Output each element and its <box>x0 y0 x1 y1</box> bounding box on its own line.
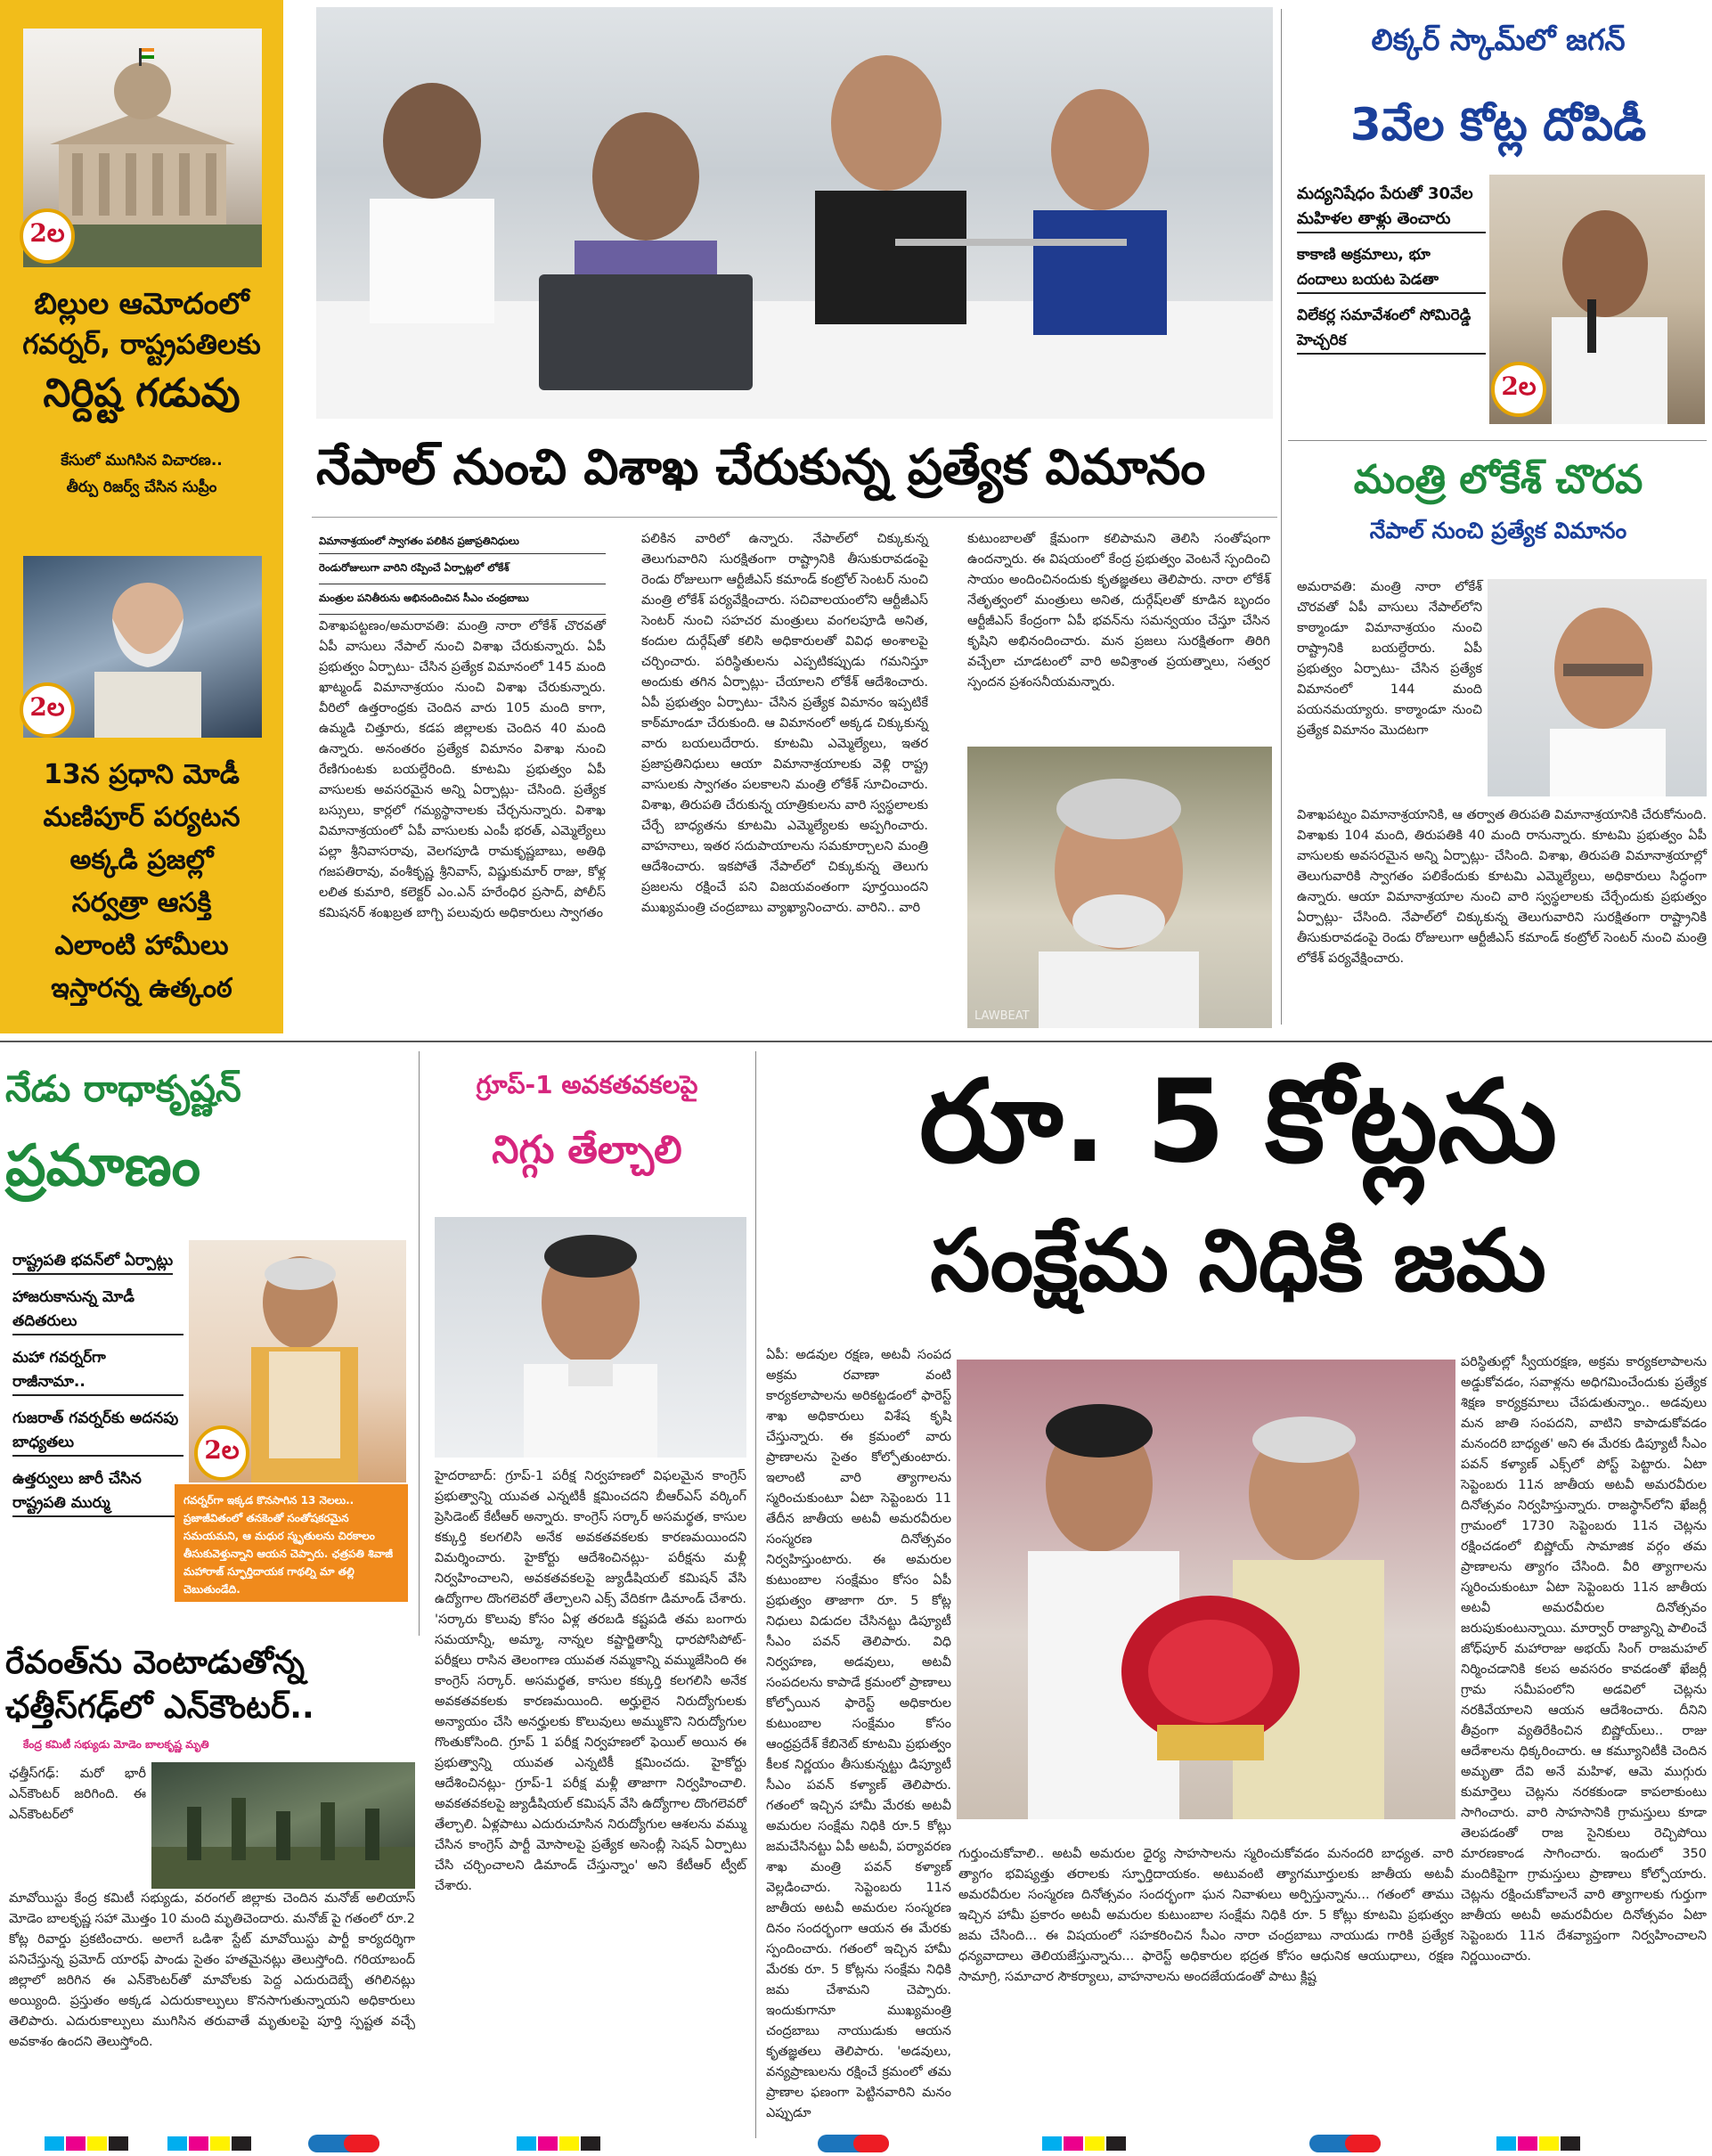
page-reference-badge: 2ల <box>194 1425 249 1481</box>
story1-headline-line2: గవర్నర్, రాష్ట్రపతిలకు <box>22 329 261 361</box>
liquor-kicker: లిక్కర్ స్కామ్‌లో జగన్ <box>1371 22 1626 57</box>
photo-watermark: LAWBEAT <box>974 1009 1030 1023</box>
story1-headline-line3: నిర్దిష్ట గడువు <box>43 371 240 416</box>
liquor-point-3: విలేకర్ల సమావేశంలో సోమిరెడ్డి హెచ్చరిక <box>1297 303 1486 355</box>
lokesh-illustration <box>1488 579 1707 796</box>
lead-column-3: కుటుంబాలతో క్షేమంగా కలిపామని తెలిసి సంతోషంగా ఉందన్నారు. ఈ విషయంలో కేంద్ర ప్రభుత్వం వెంటనే స్పందించి సాయం అందించినందుకు కృతజ్ఞతలు తెలిపారు. నారా లోకేశ్ నేతృత్వంలో మంత్రులు అనిత, దుర్గేష్‌లతో కూడిన బృందం ఆర్టీజీఎస్ కేంద్రంగా ఏపీ భవన్‌ను సమన్వయం చేస్తూ చేసిన కృషిని అభినందించారు. మన ప్రజలు సురక్షితంగా తిరిగి వచ్చేలా చూడటంలో వారి అవిశ్రాంత ప్రయత్నాలు, సత్వర స్పందన ప్రశంసనీయమన్నారు. <box>967 532 1270 690</box>
main-bottom-column-3: పరిస్థితుల్లో స్వీయరక్షణ, అక్రమ కార్యకలాపాలను అడ్డుకోవడం, సవాళ్లను అధిగమించేందుకు ప్రత్యేక శిక్షణ కార్యక్రమాలు చేపడుతున్నాం.. అడవులు మన జాతి సంపదని, వాటిని కాపాడుకోవడం మనందరి బాధ్యత' అని ఈ మేరకు డిప్యూటీ సీఎం పవన్ కళ్యాణ్ ఎక్స్‌లో పోస్ట్ పెట్టారు. ఏటా సెప్టెంబరు 11న జాతీయ అటవీ అమరవీరుల దినోత్సవం నిర్వహిస్తున్నారు. రాజస్థాన్‌లోని ఖేజర్లీ గ్రామంలో 1730 సెప్టెంబరు 11న చెట్లను రక్షించడంలో బిష్ణోయ్ సామాజిక వర్గం తమ ప్రాణాలను త్యాగం చేసింది. వీరి త్యాగాలను స్మరించుకుంటూ ఏటా సెప్టెంబరు 11న జాతీయ అటవీ అమరవీరుల దినోత్సవం జరుపుకుంటున్నాయి. మార్వార్ రాజ్యాన్ని పాలించే జోధ్‌పూర్ మహారాజు అభయ్ సింగ్ రాజమహల్ నిర్మించడానికి కలప అవసరం కావడంతో ఖేజర్లీ గ్రామ సమీపంలోని అడవిలో చెట్లను నరకివేయాలని ఆయన ఆదేశించారు. దీనిని తీవ్రంగా వ్యతిరేకించిన బిష్ణోయ్‌లు.. రాజు ఆదేశాలను ధిక్కరించారు. ఆ కమ్యూనిటీకి చెందిన అమృతా దేవి అనే మహిళ, ఆమె ముగ్గురు కుమార్తెలు చెట్లను నరకకుండా కాపలాకుంటు సాగించారు. వారి సాహసానికి గ్రామస్తులు కూడా తెలపడంతో రాజ సైనికులు రెచ్చిపోయి మారణకాండ సాగించారు. ఇందులో 350 మందికిపైగా గ్రామస్తులు ప్రాణాలు కోల్పోయారు. చెట్లను రక్షించుకోవాలనే వారి త్యాగాలకు గుర్తుగా జాతీయ అటవీ అమరవీరుల దినోత్సవం ఏటా సెప్టెంబరు 11న దేశవ్యాప్తంగా నిర్వహించాలని నిర్ణయించారు. <box>1461 1355 1707 1964</box>
story1-sub1: కేసులో ముగిసిన విచారణ.. <box>61 452 223 470</box>
radhakrishnan-quote: గవర్నర్‌గా ఇక్కడ కొనసాగిన 13 నెలలు.. ప్రజాజీవితంలో తనకెంతో సంతోషకరమైన సమయమని, ఆ మధుర స్మృతులను చిరకాలం తీసుకువెళ్తున్నాని ఆయన చెప్పారు. ఛత్రపతి శివాజీ మహారాజ్ స్ఫూర్తిదాయక గాథల్ని మా తల్లి చెబుతుండేది. <box>183 1494 394 1596</box>
radhakrishnan-point-2: హాజరుకానున్న మోడీ తదితరులు <box>12 1286 183 1335</box>
page-mid-divider <box>0 1041 1712 1042</box>
radhakrishnan-point-4: గుజరాత్ గవర్నర్‌కు అదనపు బాధ్యతలు <box>12 1407 183 1457</box>
color-registration-marks <box>0 2133 1712 2152</box>
main-bottom-headline-line2: సంక్షేమ నిధికి జమ <box>930 1211 1546 1311</box>
chandrababu-photo <box>967 747 1272 1028</box>
group1-headline: నిగ్గు తేల్చాలి <box>492 1128 682 1172</box>
page-reference-badge: 2ల <box>1491 362 1546 417</box>
liquor-points <box>1297 182 1486 363</box>
story2-headline <box>7 754 276 1010</box>
lokesh-headline: మంత్రి లోకేశ్ చొరవ <box>1353 457 1643 502</box>
ktr-photo <box>435 1217 746 1458</box>
bottom-left-divider <box>419 1051 420 1636</box>
radhakrishnan-quote-box <box>175 1484 408 1602</box>
page-reference-badge: 2ల <box>20 208 75 264</box>
encounter-illustration <box>151 1762 415 1889</box>
encounter-text-narrow: ఛత్తీస్‌గఢ్: మరో భారీ ఎన్‌కౌంటర్ జరిగింది. ఈ ఎన్‌కౌంటర్‌లో <box>9 1767 146 1822</box>
lokesh-subhead: నేపాల్ నుంచి ప్రత్యేక విమానం <box>1369 518 1627 543</box>
lead-point-2: రెండురోజులుగా వారిని రప్పించే ఏర్పాట్లలో లోకేశ్ <box>319 554 606 584</box>
radhakrishnan-points <box>12 1249 183 1528</box>
story2-line4: సర్వత్రా ఆసక్తి <box>71 887 212 919</box>
lead-column-2: పలికిన వారిలో ఉన్నారు. నేపాల్‌లో చిక్కుకున్న తెలుగువారిని సురక్షితంగా రాష్ట్రానికి తీసుకురావడంపై రెండు రోజులుగా ఆర్టీజీఎస్ కమాండ్ కంట్రోల్ సెంటర్ నుంచి మంత్రి లోకేశ్ పర్యవేక్షించారు. సచివాలయంలోని ఆర్టీజీఎస్ సెంటర్ నుంచి సహచర మంత్రులు వంగలపూడి అనిత, కందుల దుర్గేష్‌తో కలిసి అధికారులతో వివిధ అంశాలపై చర్చించారు. పరిస్థితులను ఎప్పటికప్పుడు గమనిస్తూ అందుకు తగిన ఏర్పాట్లు- చేయాలని లోకేశ్ ఆదేశించారు. ఏపీ ప్రభుత్వం ఏర్పాటు- చేసిన ప్రత్యేక విమానం ఇప్పటికే కాఠ్‌మాండూ చేరుకుంది. ఆ విమానంలో అక్కడ చిక్కుకున్న వారు బయలుదేరారు. కూటమి ఎమ్మెల్యేలు, ఇతర ప్రజాప్రతినిధులు ఆయా విమానాశ్రయాలకు వెళ్లి రాష్ట్ర వాసులకు స్వాగతం పలకాలని మంత్రి లోకేశ్ సూచించారు. విశాఖ, తిరుపతి చేరుకున్న యాత్రికులను వారి స్వస్థలాలకు చేర్చే బాధ్యతను కూటమి ఎమ్మెల్యేలకు అప్పగించారు. వాహనాలు, ఇతర సదుపాయాలను సమకూర్చాలని మంత్రి ఆదేశించారు. ఇకపోతే నేపాల్‌లో చిక్కుకున్న తెలుగు ప్రజలను రక్షించే పని విజయవంతంగా పూర్తయిందని ముఖ్యమంత్రి చంద్రబాబు వ్యాఖ్యానించారు. వారిని.. వారి <box>641 532 928 915</box>
main-bottom-column-2: గుర్తుంచుకోవాలి.. అటవీ అమరుల ధైర్య సాహసాలను స్మరించుకోవడం మనందరి బాధ్యత. వారి త్యాగం భవిష్యత్తు తరాలకు స్ఫూర్తిదాయకం. అటువంటి త్యాగమూర్తులకు జాతీయ అటవీ అమరవీరుల సంస్మరణ దినోత్సవం సందర్భంగా ఘన నివాళులు అర్పిస్తున్నాను... గతంలో తాము ఇచ్చిన హామీ ప్రకారం అటవీ అమరుల కుటుంబాల సంక్షేమ నిధికి రూ. 5 కోట్లు కూటమి ప్రభుత్వం జమ చేసింది... ఈ విషయంలో సహకరించిన సీఎం నారా చంద్రబాబు నాయుడు గారికి ప్రత్యేక ధన్యవాదాలు తెలియజేస్తున్నాను... ఫారెస్ట్ అధికారుల భద్రత కోసం ఆధునిక ఆయుధాలు, రక్షణ సామాగ్రి, సమాచార సౌకర్యాలు, వాహనాలను అందజేయడంతో పాటు క్లిష్ట <box>958 1847 1454 1984</box>
right-mid-divider <box>1288 440 1707 441</box>
lead-column-1: విశాఖపట్టణం/అమరావతి: మంత్రి నారా లోకేశ్ చొరవతో ఏపీ వాసులు నేపాల్ నుంచి విశాఖ చేరుకున్నారు. ఏపీ ప్రభుత్వం ఏర్పాటు- చేసిన ప్రత్యేక విమానంలో 145 మంది ఖాట్మండ్ విమానాశ్రయం నుంచి విశాఖ చేరుకున్నారు. వీరిలో ఉత్తరాంధ్రకు చెందిన వారు 105 మంది కాగా, ఉమ్మడి చిత్తూరు, కడప జిల్లాలకు చెందిన 40 మంది ఉన్నారు. అనంతరం ప్రత్యేక విమానం విశాఖ నుంచి రేణిగుంటకు బయల్దేరింది. కూటమి ప్రభుత్వం ఏపీ వాసులకు అవసరమైన అన్ని ఏర్పాట్లు- చేసింది. ప్రత్యేక బస్సులు, కార్లలో గమ్యస్థానాలకు చేర్చనున్నారు. విశాఖ విమానాశ్రయంలో ఏపీ వాసులకు ఎంపీ భరత్, ఎమ్మెల్యేలు పల్లా శ్రీనివాసరావు, వెలగపూడి రామకృష్ణబాబు, అతిథి గజపతిరావు, వంశీకృష్ణ శ్రీనివాస్, విష్ణుకుమార్ రాజు, కోళ్ల లలిత కుమారి, కలెక్టర్ ఎం.ఎన్ హరేంధిర ప్రసాద్, పోలీస్ కమిషనర్ శంఖబ్రత బాగ్చి పలువురు అధికారులు స్వాగతం <box>319 619 606 920</box>
lokesh-text-narrow: అమరావతి: మంత్రి నారా లోకేశ్ చొరవతో ఏపీ వాసులు నేపాల్‌లోని కాఠ్మాండూ విమానాశ్రయం నుంచి రాష్ట్రానికి బయల్దేరారు. ఏపీ ప్రభుత్వం ఏర్పాటు- చేసిన ప్రత్యేక విమానంలో 144 మంది పయనమయ్యారు. కాఠ్మాండూ నుంచి ప్రత్యేక విమానం మొదటగా <box>1297 580 1482 738</box>
story2-line2: మణిపూర్ పర్యటన <box>43 802 240 833</box>
lead-point-3: మంత్రుల పనితీరును అభినందించిన సీఎం చంద్రబాబు <box>319 584 606 615</box>
story2-line5: ఎలాంటి హామీలు <box>54 930 229 961</box>
story1-subhead <box>7 447 276 501</box>
group1-kicker: గ్రూప్-1 అవకతవకలపై <box>476 1070 698 1099</box>
story2-line1: 13న ప్రధాని మోడీ <box>44 759 240 790</box>
lead-point-1: విమానాశ్రయంలో స్వాగతం పలికిన ప్రజాప్రతినిధులు <box>319 531 606 554</box>
encounter-headline-line1: రేవంత్‌ను వెంటాడుతోన్న <box>5 1645 305 1681</box>
chandrababu-illustration <box>967 747 1272 1028</box>
liquor-point-2: కాకాణి అక్రమాలు, భూ దందాలు బయట పెడతా <box>1297 242 1486 294</box>
radhakrishnan-kicker: నేడు రాధాకృష్ణన్ <box>5 1067 241 1110</box>
encounter-sub: కేంద్ర కమిటీ సభ్యుడు మోడెం బాలకృష్ణ మృతి <box>23 1738 209 1751</box>
radhakrishnan-point-5: ఉత్తర్వులు జారీ చేసిన రాష్ట్రపతి ముర్ము <box>12 1467 183 1517</box>
lead-right-divider <box>1281 9 1282 1025</box>
lead-headline: నేపాల్ నుంచి విశాఖ చేరుకున్న ప్రత్యేక విమానం <box>316 438 1206 495</box>
group1-divider <box>755 1051 756 2138</box>
radhakrishnan-point-1: రాష్ట్రపతి భవన్‌లో ఏర్పాట్లు <box>12 1249 173 1275</box>
radhakrishnan-point-3: మహా గవర్నర్‌గా రాజీనామా.. <box>12 1346 183 1396</box>
pawan-chandrababu-photo <box>957 1360 1455 1819</box>
story1-sub2: తీర్పు రిజర్వ్ చేసిన సుప్రీం <box>66 478 217 496</box>
story2-line6: ఇస్తారన్న ఉత్కంఠ <box>51 973 232 1004</box>
radhakrishnan-headline: ప్రమాణం <box>5 1133 201 1199</box>
lokesh-text-wide: విశాఖపట్నం విమానాశ్రయానికి, ఆ తర్వాత తిరుపతి విమానాశ్రయానికి చేరుకోనుంది. విశాఖకు 104 మంది, తిరుపతికి 40 మంది రానున్నారు. కూటమి ప్రభుత్వం ఏపీ వాసులకు అవసరమైన అన్ని ఏర్పాట్లు- చేసింది. విశాఖ, తిరుపతి విమానాశ్రయాల్లో తెలుగువారికి స్వాగతం పలికేందుకు కూటమి ఎమ్మెల్యేలు, అధికారులు సిద్ధంగా ఉన్నారు. ఆయా విమానాశ్రయాల నుంచి వారి స్వస్థలాలకు చేర్చేందుకు ప్రభుత్వం ఏర్పాట్లు- చేసింది. నేపాల్‌లో చిక్కుకున్న తెలుగువారిని సురక్షితంగా రాష్ట్రానికి తీసుకురావడంపై రెండు రోజులుగా ఆర్టీజీఎస్ కమాండ్ కంట్రోల్ సెంటర్ నుంచి మంత్రి లోకేశ్ పర్యవేక్షించారు. <box>1297 808 1707 966</box>
encounter-text-wide: మావోయిస్టు కేంద్ర కమిటీ సభ్యుడు, వరంగల్ జిల్లాకు చెందిన మనోజ్ అలియాస్ మోడెం బాలకృష్ణ సహా మొత్తం 10 మంది మృతిచెందారు. మనోజ్ పై గతంలో రూ.2 కోట్ల రివార్డు ప్రకటించారు. అలాగే ఒడిశా స్టేట్ మావోయిస్టు పార్టీ కార్యదర్శిగా పనిచేస్తున్న ప్రమోద్ యారఫ్ పాండు సైతం హతమైనట్లు తెలుస్తోంది. గరియాబంద్ జిల్లాలో జరిగిన ఈ ఎన్‌కౌంటర్‌తో మావోలకు పెద్ద ఎదురుదెబ్బే తగిలినట్లు అయ్యింది. ప్రస్తుతం అక్కడ ఎదురుకాల్పులు కొనసాగుతున్నాయని అధికారులు తెలిపారు. ఎదురుకాల్పులు ముగిసిన తరువాతే మృతులపై పూర్తి స్పష్టత వచ్చే అవకాశం ఉందని తెలుస్తోంది. <box>9 1891 415 2049</box>
main-bottom-headline-line1: రూ. 5 కోట్లను <box>918 1056 1558 1188</box>
meeting-illustration <box>316 7 1273 419</box>
lead-meeting-photo <box>316 7 1273 419</box>
liquor-point-1: మద్యనిషేధం పేరుతో 30వేల మహిళల తాళ్లు తెంచారు <box>1297 182 1486 233</box>
page-reference-badge: 2ల <box>20 682 75 738</box>
color-registration-bar <box>0 2133 1712 2152</box>
liquor-headline: 3వేల కోట్ల దోపిడీ <box>1349 99 1647 151</box>
lead-top-divider <box>312 517 1277 518</box>
lead-points <box>319 531 606 615</box>
pawan-chandrababu-illustration <box>957 1360 1455 1819</box>
encounter-photo <box>151 1762 415 1889</box>
ktr-illustration <box>435 1217 746 1458</box>
group1-text: హైదరాబాద్: గ్రూప్-1 పరీక్ష నిర్వహణలో విఫలమైన కాంగ్రెస్ ప్రభుత్వాన్ని యువత ఎన్నటికీ క్షమించదని బీఆర్ఎస్ వర్కింగ్ ప్రెసిడెంట్ కేటీఆర్ అన్నారు. కాంగ్రెస్ సర్కార్ అసమర్థత, కాసుల కక్కుర్తి కలగలిసి అనేక అవకతవకలకు కారణమయిందని విమర్శించారు. హైకోర్టు ఆదేశించినట్లు- పరీక్షను మళ్లీ నిర్వహించాలని, అవకతవకలపై జ్యుడీషియల్ కమిషన్ వేసి ఉద్యోగాల దొంగలెవరో తేల్చాలని ఎక్స్ వేదికగా డిమాండ్ చేశారు. 'సర్కారు కొలువు కోసం ఏళ్ల తరబడి కష్టపడి తమ బంగారు సమయాన్నీ, అమ్మా, నాన్నల కష్టార్జితాన్నీ ధారపోసిపోట్- పరీక్షలు రాసిన తెలంగాణ యువత నమ్మకాన్ని వమ్ముజేసింది ఈ కాంగ్రెస్ సర్కార్. అసమర్థత, కాసుల కక్కుర్తి కలగలిసి అనేక అవకతవకలకు కారణమయింది. అర్హులైన నిరుద్యోగులకు అన్యాయం చేసి అనర్హులకు కొలువులు అమ్ముకొని నిరుద్యోగుల గొంతుకోసింది. గ్రూప్ 1 పరీక్ష నిర్వహణలో ఫెయిల్ అయిన ఈ ప్రభుత్వాన్ని యువత ఎన్నటికీ క్షమించదు. హైకోర్టు ఆదేశించినట్లు- గ్రూప్-1 పరీక్ష మళ్లీ తాజాగా నిర్వహించాలి. అవకతవకలపై జ్యుడీషియల్ కమిషన్ వేసి ఉద్యోగాల దొంగలెవరో తేల్చాలి. ఏళ్లపాటు ఎదురుచూసిన నిరుద్యోగుల ఆశలను వమ్ము చేసిన కాంగ్రెస్ పార్టీ మోసాలపై ప్రత్యేక అసెంబ్లీ సెషన్ ఏర్పాటు చేసి చర్చించాలని డిమాండ్ చేస్తున్నాం' అని కేటీఆర్ ట్వీట్ చేశారు. <box>435 1469 746 1893</box>
encounter-headline-line2: ఛత్తీస్‌గఢ్‌లో ఎన్‌కౌంటర్.. <box>5 1689 314 1726</box>
story2-line3: అక్కడి ప్రజల్లో <box>69 845 214 876</box>
story1-headline-line1: బిల్లుల ఆమోదంలో <box>34 286 249 321</box>
lokesh-photo <box>1488 579 1707 796</box>
main-bottom-column-1: ఏపీ: అడవుల రక్షణ, అటవీ సంపద అక్రమ రవాణా వంటి కార్యకలాపాలను అరికట్టడంలో ఫారెస్ట్ శాఖ అధికారులు విశేష కృషి చేస్తున్నారు. ఈ క్రమంలో వారు ప్రాణాలను సైతం కోల్పోతుంటారు. ఇలాంటి వారి త్యాగాలను స్మరించుకుంటూ ఏటా సెప్టెంబరు 11 తేదీన జాతీయ అటవీ అమరవీరుల సంస్మరణ దినోత్సవం నిర్వహిస్తుంటారు. ఈ అమరుల కుటుంబాల సంక్షేమం కోసం ఏపీ ప్రభుత్వం తాజాగా రూ. 5 కోట్ల నిధులు విడుదల చేసినట్టు డిప్యూటీ సీఎం పవన్ తెలిపారు. విధి నిర్వహణ, అడవులు, అటవీ సంపదలను కాపాడే క్రమంలో ప్రాణాలు కోల్పోయిన ఫారెస్ట్ అధికారుల కుటుంబాల సంక్షేమం కోసం ఆంధ్రప్రదేశ్ కేబినెట్ కూటమి ప్రభుత్వం కీలక నిర్ణయం తీసుకున్నట్టు డిప్యూటీ సీఎం పవన్ కళ్యాణ్ తెలిపారు. గతంలో ఇచ్చిన హామీ మేరకు అటవీ అమరుల సంక్షేమ నిధికి రూ.5 కోట్లు జమచేసినట్టు ఏపీ అటవీ, పర్యావరణ శాఖ మంత్రి పవన్ కళ్యాణ్ వెల్లడించారు. సెప్టెంబరు 11న జాతీయ అటవీ అమరుల సంస్మరణ దినం సందర్భంగా ఆయన ఈ మేరకు స్పందించారు. గతంలో ఇచ్చిన హామీ మేరకు రూ. 5 కోట్లను సంక్షేమ నిధికి జమ చేశామని చెప్పారు. ఇందుకుగానూ ముఖ్యమంత్రి చంద్రబాబు నాయుడుకు ఆయన కృతజ్ఞతలు తెలిపారు. 'అడవులు, వన్యప్రాణులను రక్షించే క్రమంలో తమ ప్రాణాల ఫణంగా పెట్టినవారిని మనం ఎప్పుడూ <box>766 1348 951 2120</box>
story1-headline <box>7 283 276 422</box>
